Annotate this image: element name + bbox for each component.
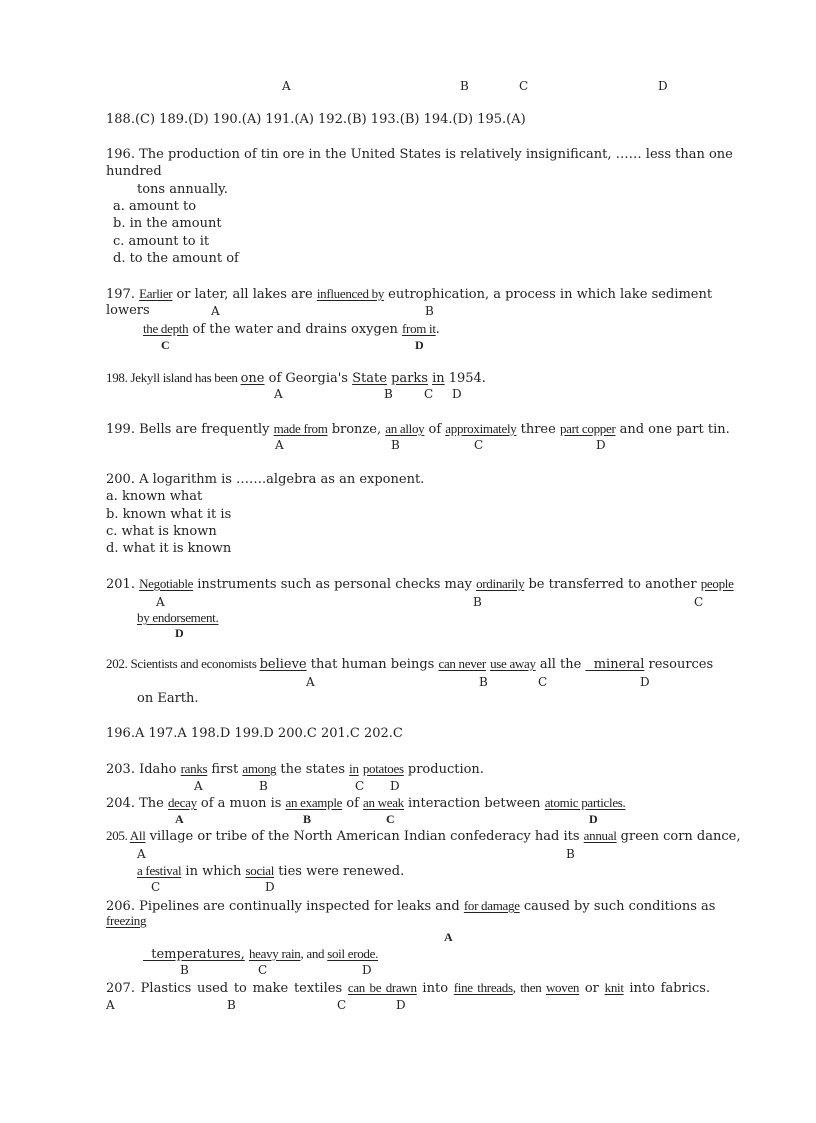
option-label-a: A bbox=[444, 930, 453, 944]
option-label-a: A bbox=[275, 438, 284, 452]
answer-key-196-202: 196.A 197.A 198.D 199.D 200.C 201.C 202.C bbox=[106, 726, 403, 741]
option-label-c: C bbox=[538, 675, 548, 689]
underlined-segment-d: social bbox=[245, 863, 275, 878]
underlined-segment-d: atomic particles. bbox=[544, 795, 626, 810]
option-label-c: C bbox=[258, 963, 268, 977]
option-label-c: C bbox=[474, 438, 484, 452]
underlined-segment-d: knit bbox=[604, 980, 624, 995]
answer-option: c. amount to it bbox=[113, 234, 210, 249]
answer-option: d. to the amount of bbox=[113, 251, 239, 266]
question-text: 197. Earlier or later, all lakes are influenced by eutrophication, a process in which lake sediment bbox=[106, 286, 713, 302]
underlined-segment-d: soil erode. bbox=[327, 946, 379, 961]
question-text-continued: tons annually. bbox=[137, 182, 228, 197]
option-label-d: D bbox=[396, 998, 406, 1012]
underlined-segment-b: annual bbox=[583, 828, 617, 843]
option-label-d: D bbox=[589, 812, 598, 826]
question-text: 207. Plastics used to make textiles can be drawn into fine threads, then woven or knit into fabrics. bbox=[106, 980, 711, 996]
underlined-segment-b: influenced by bbox=[316, 286, 385, 301]
underlined-segment-c: a festival bbox=[137, 863, 182, 878]
option-label-c: C bbox=[161, 338, 170, 352]
question-text: 199. Bells are frequently made from bronze, an alloy of approximately three part copper and one part tin. bbox=[106, 421, 730, 437]
question-text: 198. Jekyll island has been one of Georgia's State parks in 1954. bbox=[106, 370, 486, 386]
question-text-continued: a festival in which social ties were renewed. bbox=[137, 863, 405, 879]
option-label-d: D bbox=[415, 338, 424, 352]
option-label-c: C bbox=[337, 998, 347, 1012]
answer-option: d. what it is known bbox=[106, 541, 232, 556]
underlined-segment-a: one bbox=[240, 371, 265, 386]
option-label-b: B bbox=[384, 387, 393, 401]
question-text-continued: on Earth. bbox=[137, 691, 199, 706]
answer-option: a. amount to bbox=[113, 199, 197, 214]
option-label-c: C bbox=[151, 880, 161, 894]
option-label-c: C bbox=[519, 79, 529, 93]
underlined-segment-d: mineral bbox=[585, 657, 645, 672]
question-text: 204. The decay of a muon is an example of an weak interaction between atomic particles. bbox=[106, 795, 626, 811]
option-label-d: D bbox=[658, 79, 668, 93]
question-text-continued: the depth of the water and drains oxygen from it. bbox=[143, 321, 440, 337]
option-label-a: A bbox=[156, 595, 165, 609]
answer-option: b. known what it is bbox=[106, 507, 232, 522]
option-label-b: B bbox=[303, 812, 312, 826]
option-label-d: D bbox=[390, 779, 400, 793]
underlined-segment-a: Negotiable bbox=[139, 576, 194, 591]
option-label-b: B bbox=[259, 779, 268, 793]
question-text: 196. The production of tin ore in the United States is relatively insignificant, …… less than one bbox=[106, 147, 733, 162]
question-text: 201. Negotiable instruments such as personal checks may ordinarily be transferred to another people bbox=[106, 576, 734, 592]
underlined-segment-a: for damage bbox=[463, 898, 520, 913]
underlined-segment-c: woven bbox=[545, 980, 580, 995]
underlined-segment-b: ordinarily bbox=[476, 576, 525, 591]
underlined-segment-b: temperatures, bbox=[143, 947, 245, 962]
option-label-b: B bbox=[566, 847, 575, 861]
underlined-segment-d: potatoes bbox=[362, 761, 404, 776]
option-label-d: D bbox=[596, 438, 606, 452]
answer-option: c. what is known bbox=[106, 524, 217, 539]
underlined-segment-b: State bbox=[352, 371, 387, 386]
option-label-c: C bbox=[355, 779, 365, 793]
option-label-b: B bbox=[473, 595, 482, 609]
answer-option: a. known what bbox=[106, 489, 203, 504]
option-label-c: C bbox=[424, 387, 434, 401]
option-label-a: A bbox=[137, 847, 146, 861]
option-label-d: D bbox=[175, 626, 184, 640]
option-label-d: D bbox=[452, 387, 462, 401]
option-label-b: B bbox=[180, 963, 189, 977]
underlined-segment-a: Earlier bbox=[139, 286, 173, 301]
option-label-b: B bbox=[460, 79, 469, 93]
question-text: 200. A logarithm is …….algebra as an exponent. bbox=[106, 472, 425, 487]
question-text: 206. Pipelines are continually inspected for leaks and for damage caused by such conditions as bbox=[106, 898, 716, 914]
underlined-segment-c: parks bbox=[391, 371, 428, 386]
question-text: 202. Scientists and economists believe that human beings can never use away all the mineral resources bbox=[106, 656, 714, 672]
option-label-a: A bbox=[306, 675, 315, 689]
underlined-segment-d: by endorsement. bbox=[137, 610, 219, 625]
underlined-segment-d: part copper bbox=[559, 421, 616, 436]
option-label-d: D bbox=[362, 963, 372, 977]
question-text-continued bbox=[137, 610, 218, 627]
underlined-segment-c: an weak bbox=[363, 795, 404, 810]
underlined-segment-b: an alloy bbox=[385, 421, 425, 436]
option-label-d: D bbox=[640, 675, 650, 689]
question-text: 205. All village or tribe of the North American Indian confederacy had its annual green corn dance, bbox=[106, 828, 741, 844]
question-text-continued bbox=[106, 913, 146, 930]
answer-key-188-195: 188.(C) 189.(D) 190.(A) 191.(A) 192.(B) 193.(B) 194.(D) 195.(A) bbox=[106, 112, 526, 127]
answer-option: b. in the amount bbox=[113, 216, 222, 231]
underlined-segment-a: can be drawn bbox=[347, 980, 417, 995]
underlined-segment-a: decay bbox=[167, 795, 197, 810]
option-label-a: A bbox=[274, 387, 283, 401]
underlined-segment-a: believe bbox=[259, 657, 307, 672]
option-label-a: A bbox=[106, 998, 115, 1012]
underlined-segment-c: people bbox=[700, 576, 734, 591]
underlined-segment-d: from it bbox=[402, 321, 436, 336]
question-text-continued: lowers bbox=[106, 303, 150, 318]
underlined-segment-c: heavy rain bbox=[248, 946, 301, 961]
underlined-segment-freezing: freezing bbox=[106, 913, 147, 928]
question-text: 203. Idaho ranks first among the states in potatoes production. bbox=[106, 761, 484, 777]
option-label-b: B bbox=[227, 998, 236, 1012]
option-label-a: A bbox=[194, 779, 203, 793]
option-label-c: C bbox=[386, 812, 395, 826]
underlined-segment-a: All bbox=[129, 828, 146, 843]
underlined-segment-c: use away bbox=[490, 656, 536, 671]
option-label-b: B bbox=[391, 438, 400, 452]
question-text-continued: hundred bbox=[106, 164, 162, 179]
underlined-segment-a: made from bbox=[273, 421, 328, 436]
option-label-d: D bbox=[265, 880, 275, 894]
underlined-segment-b: can never bbox=[438, 656, 486, 671]
option-label-c: C bbox=[694, 595, 704, 609]
question-text-continued: temperatures, heavy rain, and soil erode. bbox=[143, 946, 379, 962]
option-label-b: B bbox=[425, 304, 434, 318]
underlined-segment-b: among bbox=[242, 761, 277, 776]
option-label-a: A bbox=[175, 812, 184, 826]
underlined-segment-d: in bbox=[432, 371, 445, 386]
underlined-segment-c: the depth bbox=[143, 321, 189, 336]
underlined-segment-c: approximately bbox=[445, 421, 517, 436]
option-label-b: B bbox=[479, 675, 488, 689]
option-label-a: A bbox=[282, 79, 291, 93]
option-label-a: A bbox=[211, 304, 220, 318]
underlined-segment-a: ranks bbox=[180, 761, 208, 776]
underlined-segment-c: in bbox=[349, 761, 359, 776]
underlined-segment-b: fine threads bbox=[453, 980, 513, 995]
underlined-segment-b: an example bbox=[285, 795, 343, 810]
